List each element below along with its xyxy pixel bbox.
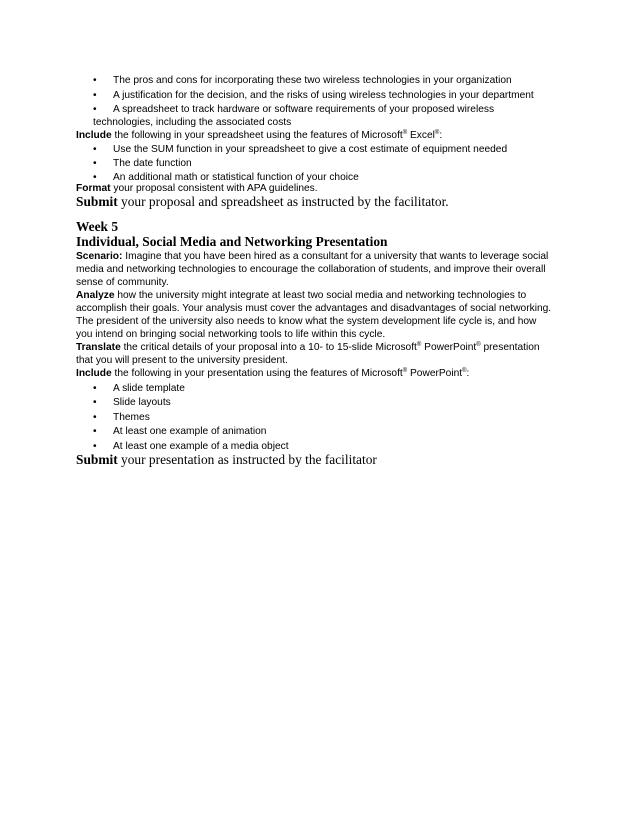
list-item: A spreadsheet to track hardware or software requirements of your proposed wireless bbox=[113, 104, 495, 115]
bullet-icon: • bbox=[93, 75, 97, 86]
keyword: Scenario: bbox=[76, 251, 123, 262]
keyword: Submit bbox=[76, 194, 118, 209]
keyword: Translate bbox=[76, 342, 121, 353]
scenario-paragraph: Scenario: Imagine that you have been hired as a consultant for a university that wants to leverage social bbox=[76, 251, 549, 262]
submit-instruction: Submit your presentation as instructed by the facilitator bbox=[76, 452, 377, 467]
section-title: Individual, Social Media and Networking Presentation bbox=[76, 234, 388, 249]
bullet-icon: • bbox=[93, 441, 97, 452]
keyword: Include bbox=[76, 368, 112, 379]
keyword: Format bbox=[76, 183, 111, 194]
paragraph-line: that you will present to the university president. bbox=[76, 355, 288, 366]
include-instruction: Include the following in your presentation using the features of Microsoft® PowerPoint®: bbox=[76, 368, 470, 379]
bullet-icon: • bbox=[93, 90, 97, 101]
bullet-icon: • bbox=[93, 104, 97, 115]
list-item-continuation: technologies, including the associated costs bbox=[93, 117, 292, 128]
keyword: Include bbox=[76, 130, 112, 141]
list-item: An additional math or statistical function of your choice bbox=[113, 172, 359, 183]
bullet-icon: • bbox=[93, 412, 97, 423]
paragraph-line: you intend on bringing social networking tools to life within this cycle. bbox=[76, 329, 386, 340]
analyze-paragraph: Analyze how the university might integrate at least two social media and networking technologies to bbox=[76, 290, 527, 301]
list-item: Use the SUM function in your spreadsheet to give a cost estimate of equipment needed bbox=[113, 144, 508, 155]
bullet-icon: • bbox=[93, 158, 97, 169]
bullet-icon: • bbox=[93, 144, 97, 155]
list-item: The pros and cons for incorporating these two wireless technologies in your organization bbox=[113, 75, 512, 86]
submit-instruction: Submit your proposal and spreadsheet as instructed by the facilitator. bbox=[76, 194, 449, 209]
list-item: A slide template bbox=[113, 383, 185, 394]
include-instruction: Include the following in your spreadsheet using the features of Microsoft® Excel®: bbox=[76, 130, 443, 141]
section-heading: Week 5 bbox=[76, 219, 119, 234]
bullet-icon: • bbox=[93, 426, 97, 437]
paragraph-line: accomplish their goals. Your analysis must cover the advantages and disadvantages of social networking. bbox=[76, 303, 552, 314]
list-item: Themes bbox=[113, 412, 150, 423]
translate-paragraph: Translate the critical details of your proposal into a 10- to 15-slide Microsoft® PowerPoint® presentation bbox=[76, 342, 540, 353]
bullet-icon: • bbox=[93, 172, 97, 183]
list-item: At least one example of a media object bbox=[113, 441, 289, 452]
paragraph-line: The president of the university also needs to know what the system development life cycle is, and how bbox=[76, 316, 537, 327]
keyword: Submit bbox=[76, 452, 118, 467]
keyword: Analyze bbox=[76, 290, 115, 301]
paragraph-line: sense of community. bbox=[76, 277, 169, 288]
list-item: The date function bbox=[113, 158, 192, 169]
list-item: A justification for the decision, and the risks of using wireless technologies in your department bbox=[113, 90, 534, 101]
paragraph-line: media and networking technologies to encourage the collaboration of students, and improve their overall bbox=[76, 264, 546, 275]
bullet-icon: • bbox=[93, 397, 97, 408]
format-instruction: Format your proposal consistent with APA guidelines. bbox=[76, 183, 318, 194]
list-item: At least one example of animation bbox=[113, 426, 267, 437]
list-item: Slide layouts bbox=[113, 397, 171, 408]
bullet-icon: • bbox=[93, 383, 97, 394]
